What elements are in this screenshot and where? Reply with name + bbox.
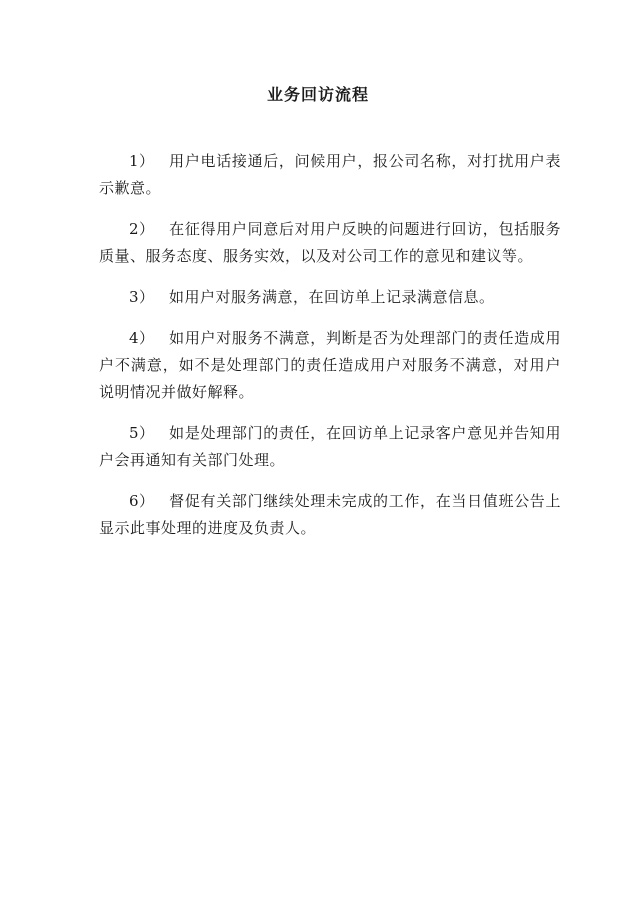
item-number: 5） [129, 424, 155, 442]
item-number: 4） [129, 329, 155, 347]
document-body [99, 148, 561, 556]
list-item [99, 284, 561, 311]
page-title: 业务回访流程 [266, 85, 369, 104]
list-item [99, 216, 561, 270]
item-text: 如是处理部门的责任，在回访单上记录客户意见并告知用户会再通知有关部门处理。 [99, 424, 561, 469]
item-text: 用户电话接通后，问候用户，报公司名称，对打扰用户表示歉意。 [99, 152, 561, 197]
list-item [99, 148, 561, 202]
list-item [99, 488, 561, 542]
item-number: 6） [129, 492, 155, 510]
item-number: 2） [129, 220, 155, 238]
list-item [99, 325, 561, 406]
item-text: 在征得用户同意后对用户反映的问题进行回访，包括服务质量、服务态度、服务实效，以及对公司工作的意见和建议等。 [99, 220, 561, 265]
item-number: 1） [129, 152, 155, 170]
item-text: 如用户对服务满意，在回访单上记录满意信息。 [169, 288, 495, 306]
list-item [99, 420, 561, 474]
item-text: 督促有关部门继续处理未完成的工作，在当日值班公告上显示此事处理的进度及负责人。 [99, 492, 561, 537]
item-number: 3） [129, 288, 155, 306]
item-text: 如用户对服务不满意，判断是否为处理部门的责任造成用户不满意，如不是处理部门的责任造成用户对服务不满意，对用户说明情况并做好解释。 [99, 329, 561, 401]
